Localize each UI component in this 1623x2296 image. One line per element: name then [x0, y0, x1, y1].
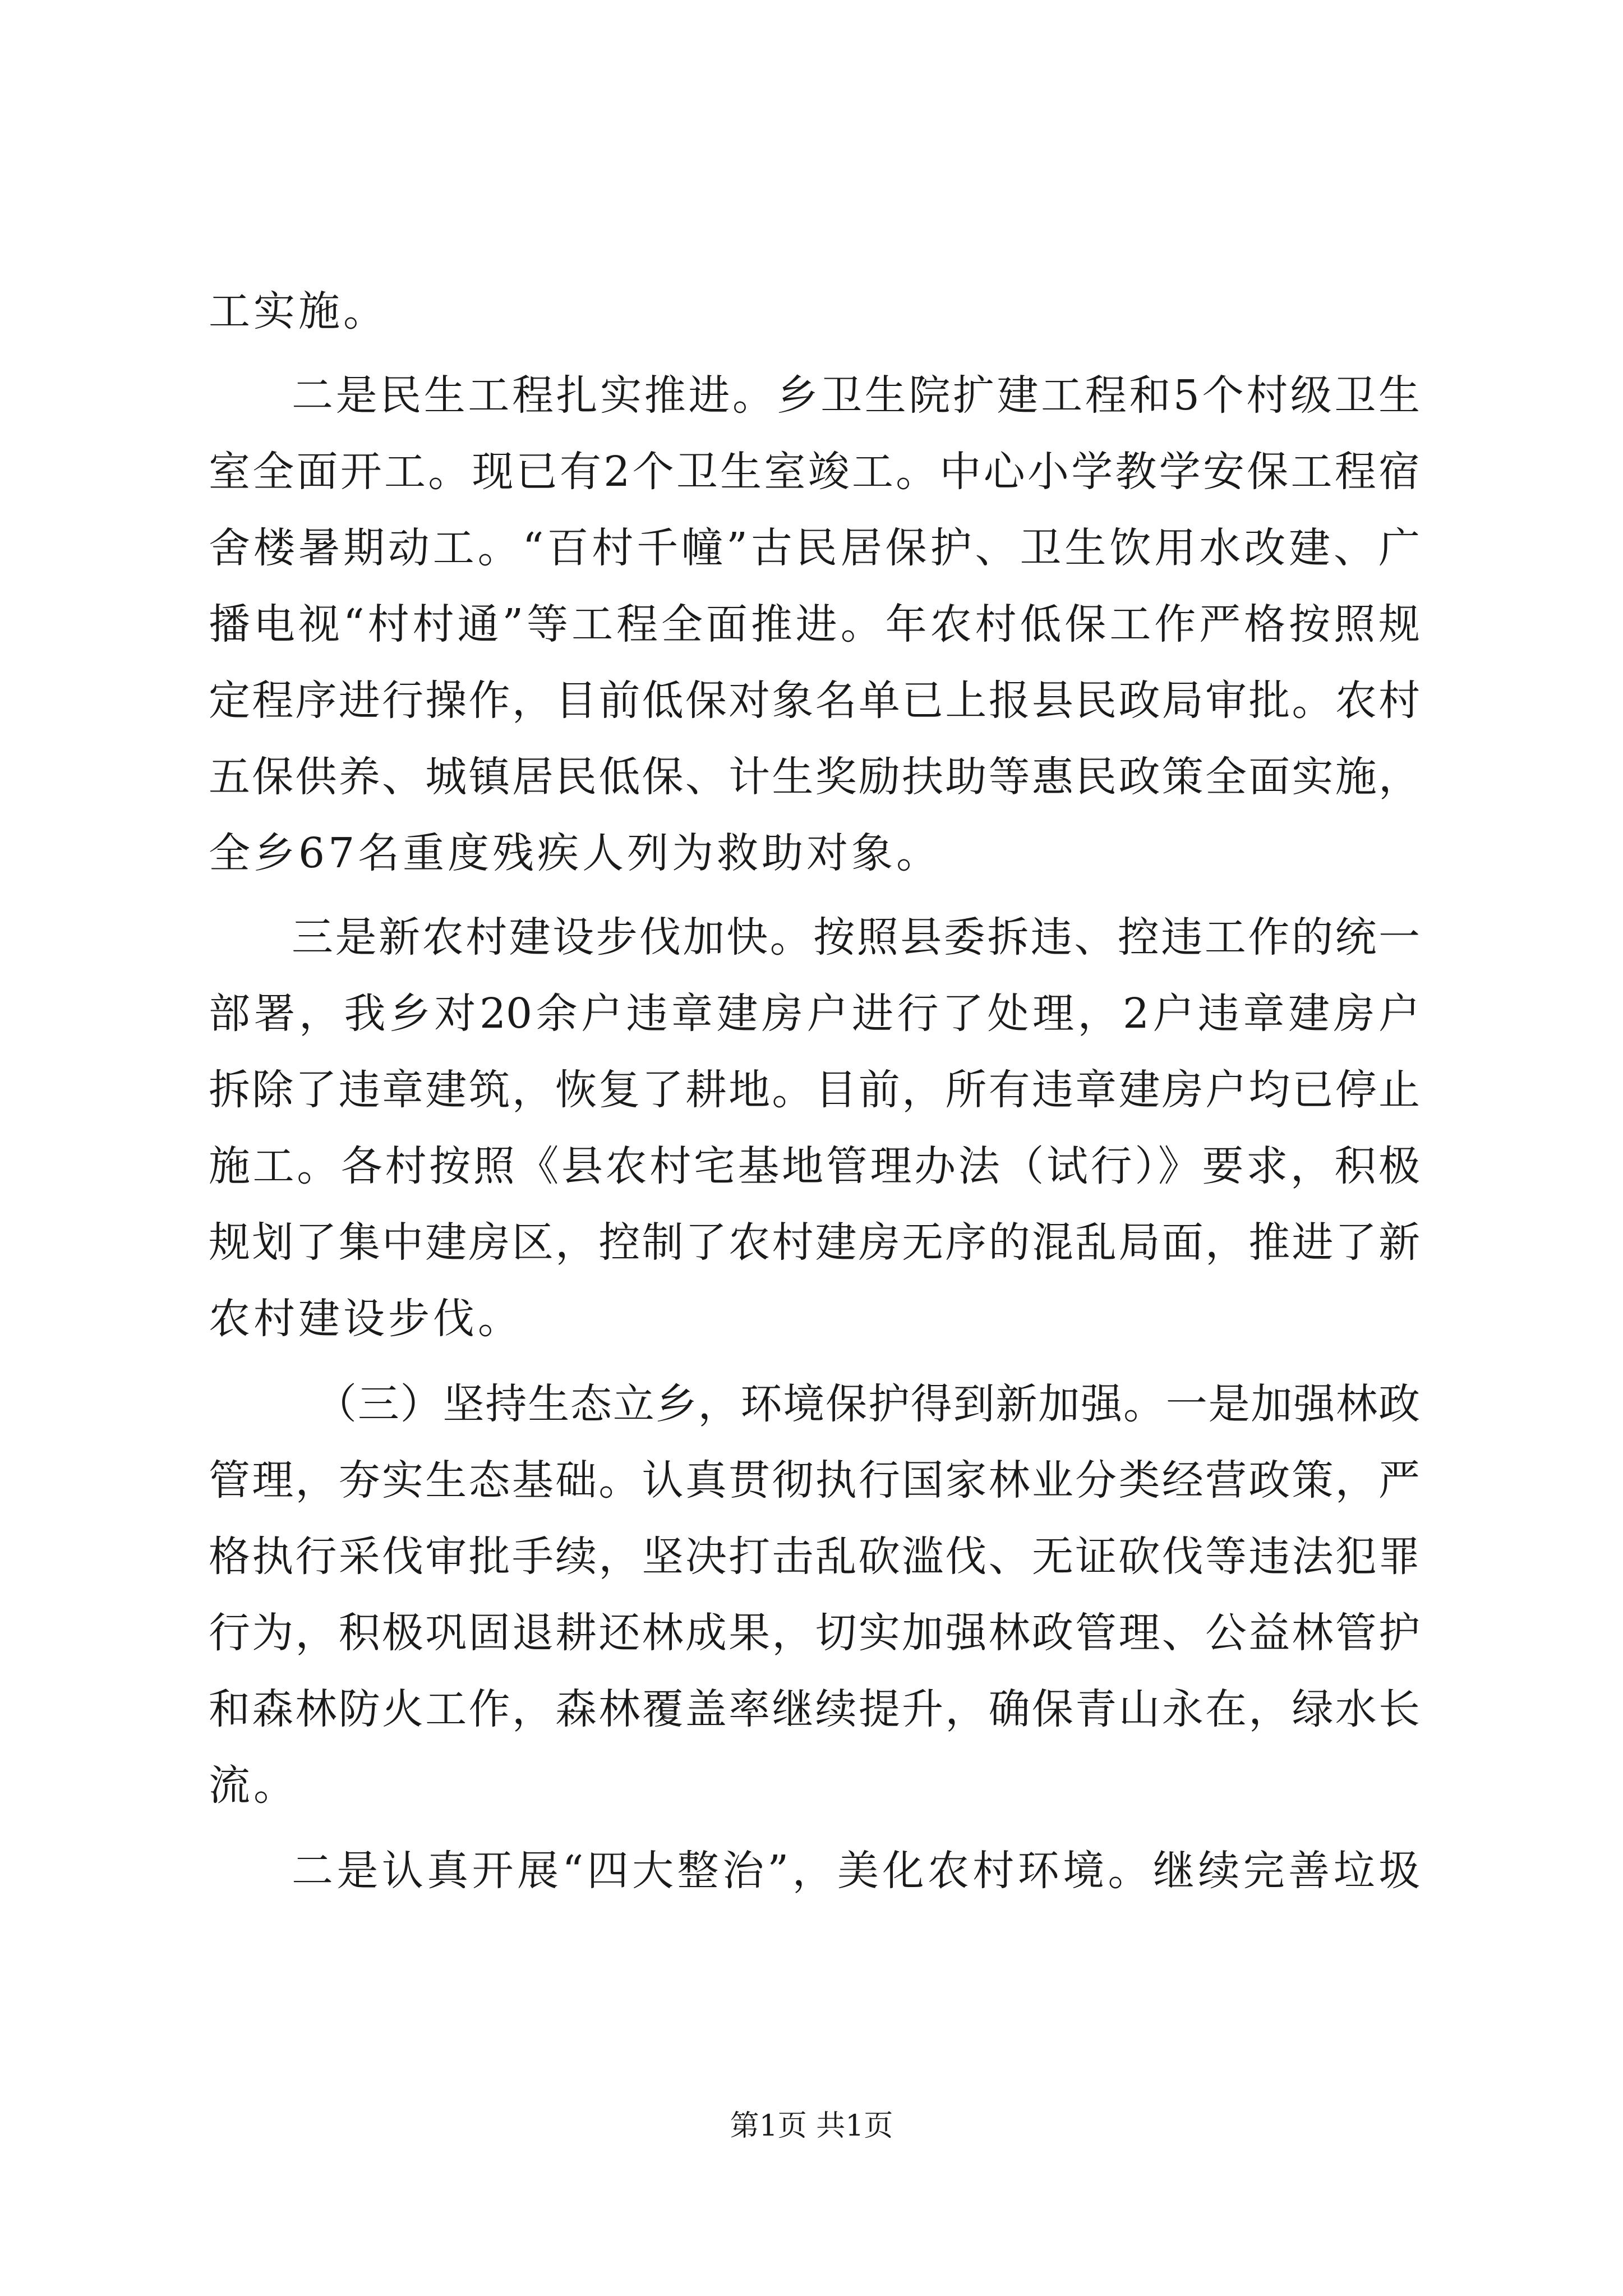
- text-line: 格执行采伐审批手续，坚决打击乱砍滥伐、无证砍伐等违法犯罪: [209, 1533, 1420, 1581]
- text-line: 规划了集中建房区，控制了农村建房无序的混乱局面，推进了新: [209, 1218, 1420, 1267]
- paragraph-first-line: 三是新农村建设步伐加快。按照县委拆违、控违工作的统一: [292, 913, 1420, 961]
- text-line: 定程序进行操作，目前低保对象名单已上报县民政局审批。农村: [209, 677, 1420, 725]
- paragraph-first-line: （三）坚持生态立乡，环境保护得到新加强。一是加强林政: [315, 1380, 1420, 1428]
- paragraph-first-line: 二是民生工程扎实推进。乡卫生院扩建工程和5个村级卫生: [292, 371, 1420, 420]
- text-line: 五保供养、城镇居民低保、计生奖励扶助等惠民政策全面实施，: [209, 753, 1420, 801]
- text-line: 室全面开工。现已有2个卫生室竣工。中心小学教学安保工程宿: [209, 448, 1420, 496]
- text-line: 拆除了违章建筑，恢复了耕地。目前，所有违章建房户均已停止: [209, 1066, 1420, 1114]
- text-line: 舍楼暑期动工。“百村千幢”古民居保护、卫生饮用水改建、广: [209, 524, 1420, 572]
- text-line: 行为，积极巩固退耕还林成果，切实加强林政管理、公益林管护: [209, 1609, 1420, 1657]
- page-number-footer: 第1页 共1页: [730, 2109, 893, 2143]
- text-line: 工实施。: [209, 287, 388, 335]
- text-line: 农村建设步伐。: [209, 1295, 523, 1343]
- text-line: 流。: [209, 1761, 298, 1810]
- text-line: 管理，夯实生态基础。认真贯彻执行国家林业分类经营政策，严: [209, 1456, 1420, 1504]
- text-line: 全乡67名重度残疾人列为救助对象。: [209, 829, 942, 877]
- paragraph-first-line: 二是认真开展“四大整治”，美化农村环境。继续完善垃圾: [292, 1847, 1420, 1895]
- text-line: 播电视“村村通”等工程全面推进。年农村低保工作严格按照规: [209, 600, 1420, 648]
- text-line: 部署，我乡对20余户违章建房户进行了处理，2户违章建房户: [209, 990, 1420, 1038]
- text-line: 施工。各村按照《县农村宅基地管理办法（试行）》要求，积极: [209, 1142, 1420, 1190]
- text-line: 和森林防火工作，森林覆盖率继续提升，确保青山永在，绿水长: [209, 1685, 1420, 1733]
